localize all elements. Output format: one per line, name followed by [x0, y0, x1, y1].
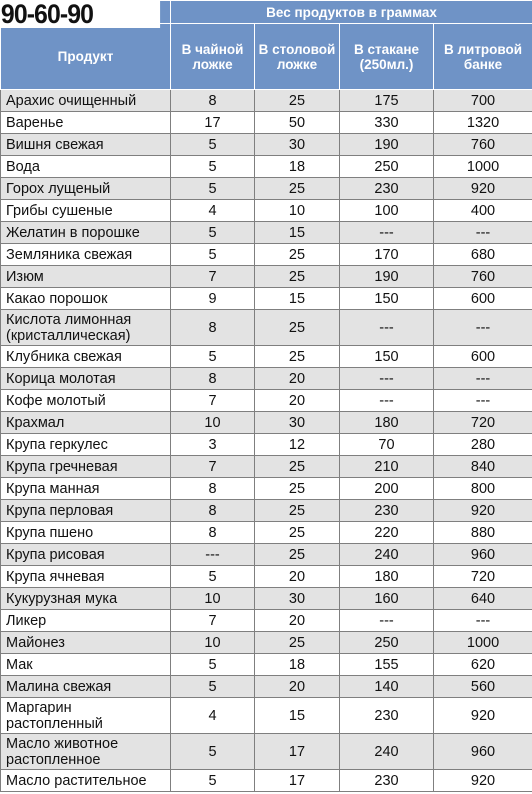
teaspoon-cell: 5: [171, 222, 255, 244]
tablespoon-cell: 25: [255, 90, 340, 112]
liter-jar-cell: 880: [434, 522, 532, 544]
table-row: [1, 566, 532, 588]
table-row: [1, 588, 532, 610]
liter-jar-cell: 600: [434, 346, 532, 368]
logo: 90-60-90: [0, 0, 160, 28]
liter-jar-cell: 280: [434, 434, 532, 456]
glass-cell: 210: [340, 456, 434, 478]
product-name-cell: Кислота лимонная (кристаллическая): [1, 310, 171, 346]
liter-jar-cell: 960: [434, 544, 532, 566]
product-name-cell: Масло животное растопленное: [1, 734, 171, 770]
tablespoon-cell: 25: [255, 310, 340, 346]
tablespoon-cell: 25: [255, 266, 340, 288]
glass-cell: ---: [340, 310, 434, 346]
glass-cell: 150: [340, 288, 434, 310]
teaspoon-cell: 5: [171, 346, 255, 368]
product-name-cell: Какао порошок: [1, 288, 171, 310]
liter-jar-cell: 840: [434, 456, 532, 478]
liter-jar-cell: 960: [434, 734, 532, 770]
table-row: [1, 134, 532, 156]
teaspoon-cell: 10: [171, 412, 255, 434]
glass-cell: 250: [340, 156, 434, 178]
tablespoon-cell: 20: [255, 610, 340, 632]
table-row: [1, 610, 532, 632]
table-row: [1, 244, 532, 266]
liter-jar-cell: 920: [434, 500, 532, 522]
tablespoon-cell: 25: [255, 178, 340, 200]
table-row: [1, 676, 532, 698]
teaspoon-cell: 10: [171, 632, 255, 654]
teaspoon-cell: 8: [171, 478, 255, 500]
product-name-cell: Крупа рисовая: [1, 544, 171, 566]
header-product: Продукт: [1, 24, 171, 90]
teaspoon-cell: 5: [171, 566, 255, 588]
glass-cell: ---: [340, 610, 434, 632]
glass-cell: 180: [340, 412, 434, 434]
glass-cell: ---: [340, 390, 434, 412]
table-row: [1, 698, 532, 734]
glass-cell: 240: [340, 734, 434, 770]
tablespoon-cell: 17: [255, 770, 340, 792]
liter-jar-cell: ---: [434, 390, 532, 412]
table-row: [1, 90, 532, 112]
teaspoon-cell: 17: [171, 112, 255, 134]
liter-jar-cell: 1000: [434, 632, 532, 654]
teaspoon-cell: 8: [171, 368, 255, 390]
product-name-cell: Маргарин растопленный: [1, 698, 171, 734]
tablespoon-cell: 15: [255, 288, 340, 310]
glass-cell: 70: [340, 434, 434, 456]
product-name-cell: Крупа гречневая: [1, 456, 171, 478]
table-body: [1, 90, 532, 792]
teaspoon-cell: 8: [171, 310, 255, 346]
table-row: [1, 368, 532, 390]
product-name-cell: Изюм: [1, 266, 171, 288]
tablespoon-cell: 25: [255, 478, 340, 500]
tablespoon-cell: 12: [255, 434, 340, 456]
glass-cell: 170: [340, 244, 434, 266]
glass-cell: 150: [340, 346, 434, 368]
glass-cell: 200: [340, 478, 434, 500]
table-row: [1, 112, 532, 134]
tablespoon-cell: 25: [255, 500, 340, 522]
glass-cell: 190: [340, 134, 434, 156]
header-group: Вес продуктов в граммах: [171, 1, 532, 24]
teaspoon-cell: 4: [171, 698, 255, 734]
product-name-cell: Мак: [1, 654, 171, 676]
header-tablespoon: В столовой ложке: [255, 24, 340, 90]
glass-cell: 140: [340, 676, 434, 698]
product-name-cell: Клубника свежая: [1, 346, 171, 368]
glass-cell: 250: [340, 632, 434, 654]
liter-jar-cell: 720: [434, 566, 532, 588]
teaspoon-cell: 5: [171, 156, 255, 178]
table-row: [1, 632, 532, 654]
table-row: [1, 156, 532, 178]
tablespoon-cell: 25: [255, 544, 340, 566]
liter-jar-cell: 700: [434, 90, 532, 112]
glass-cell: 155: [340, 654, 434, 676]
tablespoon-cell: 50: [255, 112, 340, 134]
liter-jar-cell: ---: [434, 310, 532, 346]
glass-cell: 100: [340, 200, 434, 222]
tablespoon-cell: 25: [255, 244, 340, 266]
table-row: [1, 478, 532, 500]
tablespoon-cell: 25: [255, 522, 340, 544]
teaspoon-cell: 9: [171, 288, 255, 310]
table-row: [1, 310, 532, 346]
glass-cell: 240: [340, 544, 434, 566]
glass-cell: 190: [340, 266, 434, 288]
product-name-cell: Ликер: [1, 610, 171, 632]
product-name-cell: Кофе молотый: [1, 390, 171, 412]
table-row: [1, 288, 532, 310]
tablespoon-cell: 20: [255, 390, 340, 412]
header-liter-jar: В литровой банке: [434, 24, 532, 90]
liter-jar-cell: ---: [434, 610, 532, 632]
tablespoon-cell: 20: [255, 566, 340, 588]
table-row: [1, 544, 532, 566]
teaspoon-cell: 7: [171, 610, 255, 632]
liter-jar-cell: 760: [434, 266, 532, 288]
tablespoon-cell: 30: [255, 134, 340, 156]
tablespoon-cell: 15: [255, 698, 340, 734]
teaspoon-cell: 5: [171, 734, 255, 770]
table-row: [1, 500, 532, 522]
table-row: [1, 522, 532, 544]
header-teaspoon: В чайной ложке: [171, 24, 255, 90]
liter-jar-cell: ---: [434, 368, 532, 390]
teaspoon-cell: 8: [171, 522, 255, 544]
teaspoon-cell: 7: [171, 456, 255, 478]
glass-cell: 220: [340, 522, 434, 544]
teaspoon-cell: 7: [171, 266, 255, 288]
glass-cell: 180: [340, 566, 434, 588]
table-row: [1, 266, 532, 288]
teaspoon-cell: 5: [171, 676, 255, 698]
glass-cell: 230: [340, 178, 434, 200]
teaspoon-cell: 5: [171, 134, 255, 156]
liter-jar-cell: 620: [434, 654, 532, 676]
product-name-cell: Корица молотая: [1, 368, 171, 390]
product-name-cell: Земляника свежая: [1, 244, 171, 266]
tablespoon-cell: 25: [255, 632, 340, 654]
product-name-cell: Грибы сушеные: [1, 200, 171, 222]
glass-cell: 230: [340, 500, 434, 522]
teaspoon-cell: 7: [171, 390, 255, 412]
product-name-cell: Майонез: [1, 632, 171, 654]
teaspoon-cell: 5: [171, 654, 255, 676]
glass-cell: 230: [340, 698, 434, 734]
tablespoon-cell: 15: [255, 222, 340, 244]
liter-jar-cell: 680: [434, 244, 532, 266]
glass-cell: 160: [340, 588, 434, 610]
table-row: [1, 200, 532, 222]
liter-jar-cell: 800: [434, 478, 532, 500]
table-row: [1, 222, 532, 244]
teaspoon-cell: 4: [171, 200, 255, 222]
tablespoon-cell: 30: [255, 588, 340, 610]
liter-jar-cell: 920: [434, 698, 532, 734]
liter-jar-cell: 920: [434, 178, 532, 200]
tablespoon-cell: 17: [255, 734, 340, 770]
tablespoon-cell: 30: [255, 412, 340, 434]
tablespoon-cell: 20: [255, 368, 340, 390]
table-row: [1, 390, 532, 412]
table-row: [1, 456, 532, 478]
table-row: [1, 734, 532, 770]
glass-cell: ---: [340, 368, 434, 390]
header-glass: В стакане (250мл.): [340, 24, 434, 90]
liter-jar-cell: 760: [434, 134, 532, 156]
teaspoon-cell: 5: [171, 244, 255, 266]
teaspoon-cell: 8: [171, 500, 255, 522]
tablespoon-cell: 10: [255, 200, 340, 222]
product-name-cell: Крупа ячневая: [1, 566, 171, 588]
table-row: [1, 178, 532, 200]
tablespoon-cell: 20: [255, 676, 340, 698]
product-name-cell: Крупа перловая: [1, 500, 171, 522]
product-name-cell: Крупа геркулес: [1, 434, 171, 456]
liter-jar-cell: 920: [434, 770, 532, 792]
glass-cell: 175: [340, 90, 434, 112]
tablespoon-cell: 18: [255, 654, 340, 676]
product-name-cell: Малина свежая: [1, 676, 171, 698]
glass-cell: 330: [340, 112, 434, 134]
table-row: [1, 434, 532, 456]
table-row: [1, 412, 532, 434]
table-row: [1, 654, 532, 676]
teaspoon-cell: 10: [171, 588, 255, 610]
product-name-cell: Горох лущеный: [1, 178, 171, 200]
table-row: [1, 346, 532, 368]
liter-jar-cell: 600: [434, 288, 532, 310]
liter-jar-cell: 1320: [434, 112, 532, 134]
teaspoon-cell: 8: [171, 90, 255, 112]
tablespoon-cell: 18: [255, 156, 340, 178]
tablespoon-cell: 25: [255, 456, 340, 478]
product-name-cell: Вишня свежая: [1, 134, 171, 156]
product-name-cell: Желатин в порошке: [1, 222, 171, 244]
product-name-cell: Варенье: [1, 112, 171, 134]
teaspoon-cell: 5: [171, 770, 255, 792]
teaspoon-cell: 5: [171, 178, 255, 200]
glass-cell: 230: [340, 770, 434, 792]
tablespoon-cell: 25: [255, 346, 340, 368]
glass-cell: ---: [340, 222, 434, 244]
liter-jar-cell: 400: [434, 200, 532, 222]
product-name-cell: Масло растительное: [1, 770, 171, 792]
product-name-cell: Вода: [1, 156, 171, 178]
product-name-cell: Крупа манная: [1, 478, 171, 500]
product-name-cell: Кукурузная мука: [1, 588, 171, 610]
liter-jar-cell: 720: [434, 412, 532, 434]
teaspoon-cell: ---: [171, 544, 255, 566]
liter-jar-cell: 640: [434, 588, 532, 610]
teaspoon-cell: 3: [171, 434, 255, 456]
liter-jar-cell: 1000: [434, 156, 532, 178]
product-name-cell: Арахис очищенный: [1, 90, 171, 112]
product-name-cell: Крахмал: [1, 412, 171, 434]
product-name-cell: Крупа пшено: [1, 522, 171, 544]
liter-jar-cell: 560: [434, 676, 532, 698]
liter-jar-cell: ---: [434, 222, 532, 244]
table-row: [1, 770, 532, 792]
